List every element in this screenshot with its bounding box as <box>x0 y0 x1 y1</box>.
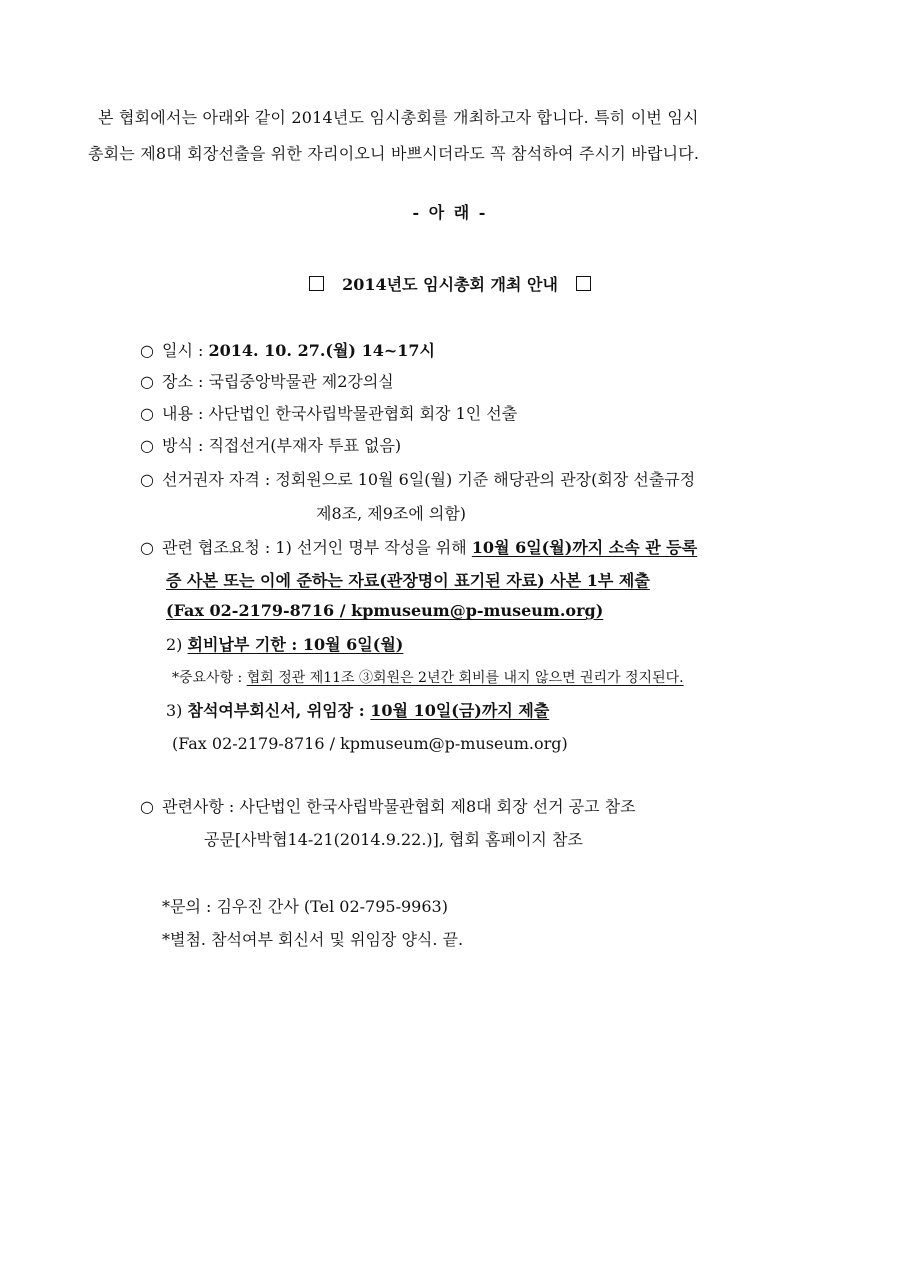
circle-bullet-icon: ○ <box>140 404 154 423</box>
circle-bullet-icon: ○ <box>140 797 154 816</box>
item-voter-qualification <box>140 469 695 491</box>
fee-prefix: 2) <box>166 635 188 654</box>
item-place <box>140 371 394 393</box>
intro-line-1: 본 협회에서는 아래와 같이 2014년도 임시총회를 개최하고자 합니다. 특히 이번 임시 <box>98 108 699 127</box>
voter-line-2: 제8조, 제9조에 의함) <box>316 504 467 523</box>
reply-deadline: 10월 10일(금)까지 제출 <box>370 701 550 720</box>
voter-line-1: 선거권자 자격 : 정회원으로 10월 6일(월) 기준 해당관의 관장(회장 선출규정 <box>162 470 696 489</box>
item-method <box>140 435 401 457</box>
intro-paragraph <box>88 100 828 172</box>
important-note <box>172 667 684 689</box>
item-fee-deadline <box>166 634 403 656</box>
fee-deadline: 회비납부 기한 : 10월 6일(월) <box>187 635 404 654</box>
coop-fax: (Fax 02-2179-8716 / kpmuseum@p-museum.org) <box>166 601 604 620</box>
place-text: 장소 : 국립중앙박물관 제2강의실 <box>162 372 394 391</box>
item-content <box>140 403 517 425</box>
inquiry-contact: *문의 : 김우진 간사 (Tel 02-795-9963) <box>162 897 448 916</box>
coop-prefix: 관련 협조요청 : 1) 선거인 명부 작성을 위해 <box>162 538 472 557</box>
circle-bullet-icon: ○ <box>140 538 154 557</box>
note-text: 협회 정관 제11조 ③회원은 2년간 회비를 내지 않으면 권리가 정지된다. <box>246 670 684 686</box>
attachment-note: *별첨. 참석여부 회신서 및 위임장 양식. 끝. <box>162 930 464 949</box>
notice-heading-text: 2014년도 임시총회 개최 안내 <box>342 275 558 294</box>
circle-bullet-icon: ○ <box>140 436 154 455</box>
method-text: 방식 : 직접선거(부재자 투표 없음) <box>162 436 402 455</box>
circle-bullet-icon: ○ <box>140 372 154 391</box>
content-text: 내용 : 사단법인 한국사립박물관협회 회장 1인 선출 <box>162 404 518 423</box>
item-datetime <box>140 340 435 362</box>
square-icon <box>576 276 591 291</box>
reply-label: 참석여부회신서, 위임장 : <box>187 701 371 720</box>
item-related <box>140 796 636 818</box>
square-icon <box>309 276 324 291</box>
circle-bullet-icon: ○ <box>140 341 154 360</box>
item-reply-deadline <box>166 700 549 722</box>
note-prefix: *중요사항 : <box>172 670 247 686</box>
related-line-2: 공문[사박협14-21(2014.9.22.)], 협회 홈페이지 참조 <box>204 830 583 849</box>
item-cooperation <box>140 537 697 559</box>
circle-bullet-icon: ○ <box>140 470 154 489</box>
coop-requirement: 증 사본 또는 이에 준하는 자료(관장명이 표기된 자료) 사본 1부 제출 <box>166 571 650 590</box>
intro-line-2: 총회는 제8대 회장선출을 위한 자리이오니 바쁘시더라도 꼭 참석하여 주시기 바랍니다. <box>88 144 700 163</box>
datetime-label: 일시 : <box>162 341 209 360</box>
related-line-1: 관련사항 : 사단법인 한국사립박물관협회 제8대 회장 선거 공고 참조 <box>162 797 636 816</box>
reply-fax: (Fax 02-2179-8716 / kpmuseum@p-museum.org) <box>172 734 568 753</box>
reply-prefix: 3) <box>166 701 188 720</box>
coop-deadline: 10월 6일(월)까지 소속 관 등록 <box>471 538 698 557</box>
datetime-value: 2014. 10. 27.(월) 14~17시 <box>208 341 435 360</box>
notice-heading <box>0 272 900 295</box>
section-marker: - 아 래 - <box>412 203 488 222</box>
